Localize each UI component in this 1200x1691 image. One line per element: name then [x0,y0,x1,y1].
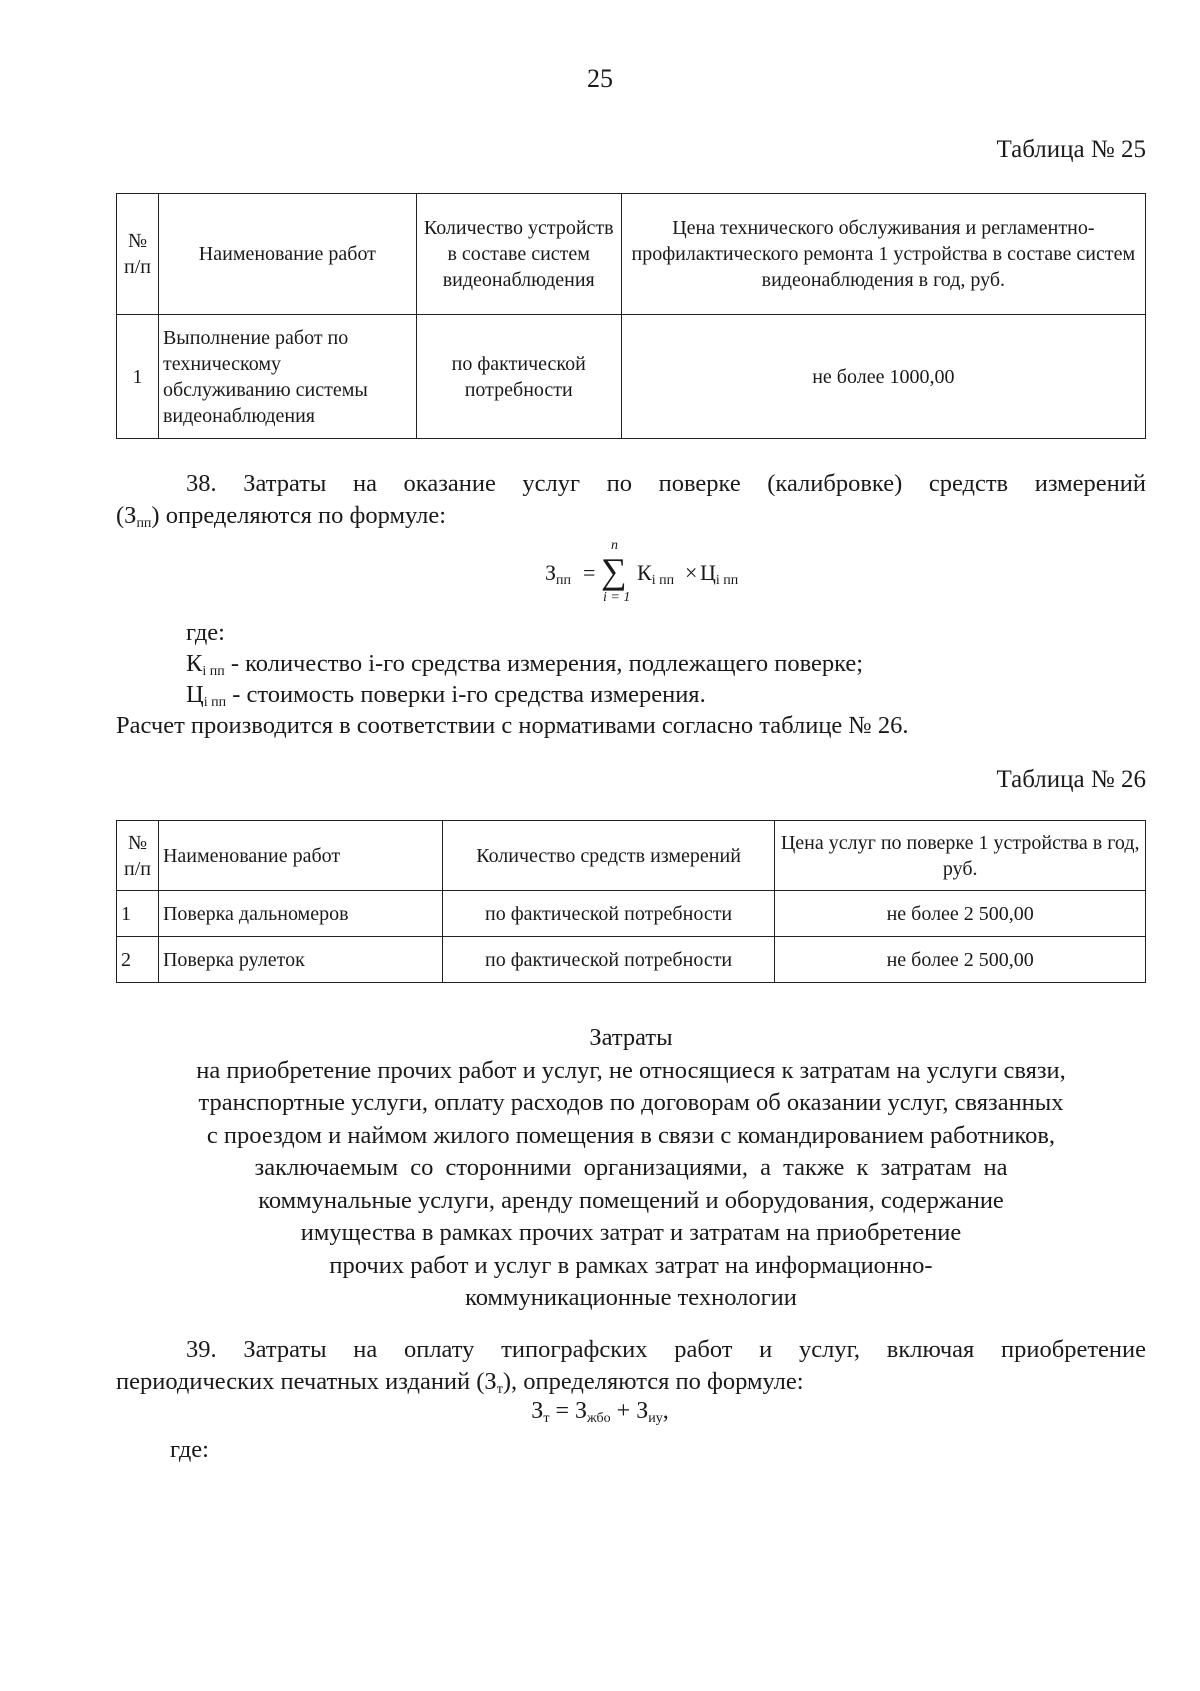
table-header-row [117,194,1146,315]
table-row [117,937,1146,983]
header-num: № п/п [117,194,159,315]
sum-icon: ∑ [601,551,627,591]
page-number: 25 [587,64,613,93]
header-price: Цена технического обслуживания и регламентно-профилактического ремонта 1 устройства в составе систем видеонаблюдения в год, руб. [621,194,1145,315]
header-price: Цена услуг по поверке 1 устройства в год, руб. [775,821,1146,891]
formula-k: $К_{i пп}$ [637,560,675,588]
cell-name: Поверка дальномеров [158,891,442,937]
text: периодических печатных изданий (З [116,1368,497,1395]
where-label: где: [186,619,225,646]
heading-line: на приобретение прочих работ и услуг, не относящиеся к затратам на услуги связи, [196,1056,1066,1084]
cell-num: 1 [117,891,159,937]
formula-eq: = [583,560,596,585]
paragraph-39-line1: 39. Затраты на оплату типографских работ и услуг, включая приобретение [186,1336,1146,1363]
table-row [117,315,1146,439]
cell-price: не более 2 500,00 [775,937,1146,983]
subscript: пп [136,516,152,531]
table-header-row [117,821,1146,891]
table-25-caption: Таблица № 25 [996,136,1146,163]
header-qty: Количество средств измерений [442,821,775,891]
formula-38 [545,538,765,608]
heading-line: имущества в рамках прочих затрат и затратам на приобретение [300,1219,962,1246]
header-qty: Количество устройств в составе систем видеонаблюдения [416,194,621,315]
cell-qty: по фактической потребности [416,315,621,439]
cell-num: 1 [117,315,159,439]
header-name: Наименование работ [158,194,416,315]
heading-line: с проездом и наймом жилого помещения в связи с командированием работников, [206,1121,1056,1149]
cell-qty: по фактической потребности [442,891,775,937]
heading-line: коммунальные услуги, аренду помещений и оборудования, содержание [258,1186,1004,1214]
sum-upper-limit: n [611,538,618,553]
cell-name: Выполнение работ по техническому обслуживанию системы видеонаблюдения [158,315,416,439]
table-25 [116,193,1146,439]
cell-num: 2 [117,937,159,983]
where-label: где: [170,1436,209,1463]
paragraph-39 [116,1334,1146,1406]
heading-line: коммуникационные технологии [465,1284,797,1311]
section-heading [116,1022,1146,1315]
formula-c: $Ц_{i пп}$ [700,560,739,588]
heading-line: заключаемым со сторонними организациями, а также к затратам на [254,1154,1008,1181]
calculation-note: Расчет производится в соответствии с нормативами согласно таблице № 26. [116,712,909,739]
heading-line: Затраты [589,1024,673,1051]
paragraph-38-line1: 38. Затраты на оказание услуг по поверке (калибровке) средств измерений [186,470,1146,497]
cell-price: не более 1000,00 [621,315,1145,439]
text: ) определяются по формуле: [151,502,447,529]
table-26 [116,820,1146,983]
subscript: т [496,1382,503,1397]
header-name: Наименование работ [158,821,442,891]
paragraph-38 [116,468,1146,540]
table-row [117,891,1146,937]
header-num: № п/п [117,821,159,891]
definition-c: $Ц_{i пп}$ - стоимость поверки i-го средства измерения. [186,681,706,710]
heading-line: транспортные услуги, оплату расходов по договорам об оказании услуг, связанных [198,1089,1064,1116]
definition-k: $К_{i пп}$ - количество i-го средства измерения, подлежащего поверке; [186,650,864,679]
sum-lower-limit: i = 1 [603,590,631,605]
cell-name: Поверка рулеток [158,937,442,983]
paragraph-38-line2 [116,500,1146,540]
formula-lhs: $З_{пп}$ [545,560,572,588]
text: (З [116,502,137,529]
formula-39: $З_т = З_{жбо} + З_{иу}$, [531,1398,669,1426]
table-26-caption: Таблица № 26 [996,766,1146,793]
cell-price: не более 2 500,00 [775,891,1146,937]
heading-line: прочих работ и услуг в рамках затрат на информационно- [329,1251,933,1279]
formula-times: × [685,560,698,585]
text: ), определяются по формуле: [502,1368,804,1395]
cell-qty: по фактической потребности [442,937,775,983]
